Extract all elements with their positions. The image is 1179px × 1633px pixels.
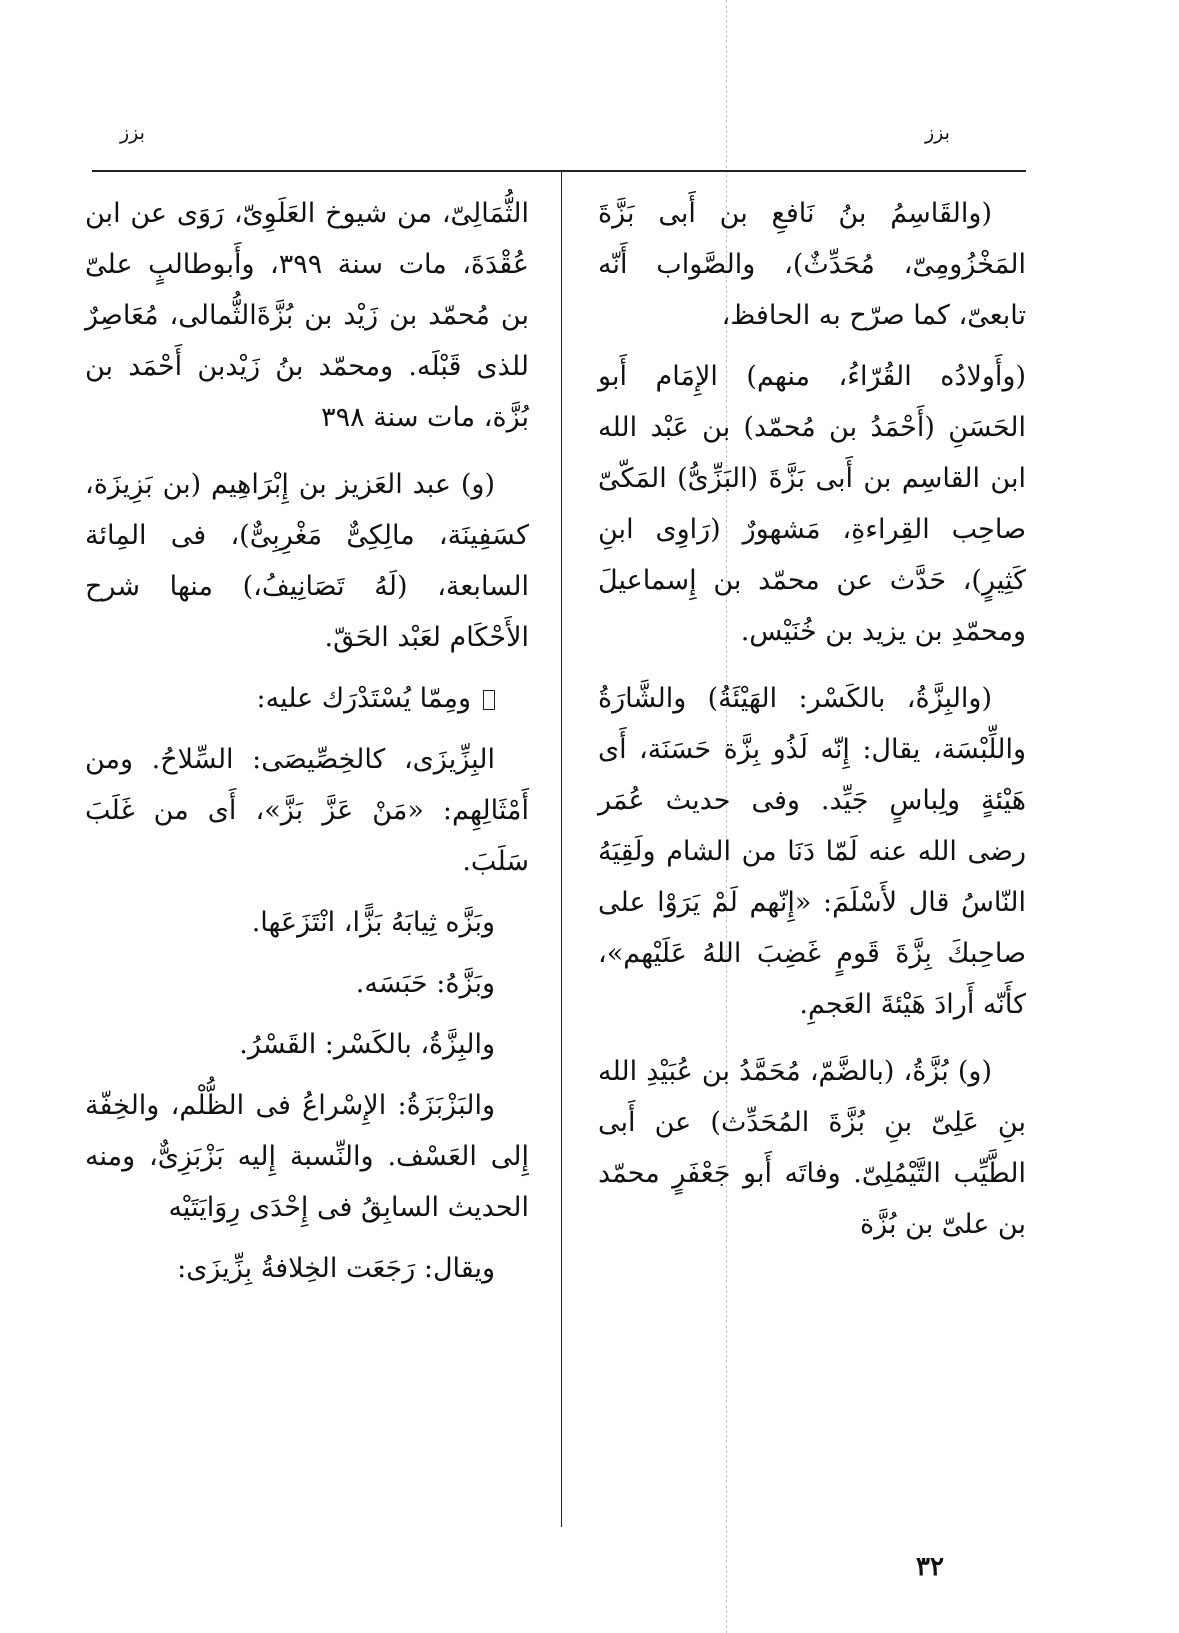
entry-thumali: الثُّمَالِىّ، من شيوخ العَلَوِىّ، رَوَى عن ابن عُقْدَةَ، مات سنة ٣٩٩، وأَبوطالبٍ علىّ بن مُحمّد بن زَيْد بن بُزَّةَالثُّمالى، مُعَاصِرٌ للذى قَبْلَه. ومحمّد بنُ زَيْدبن أَحْمَد بن بُزَّة، مات سنة ٣٩٨: [85, 198, 529, 433]
running-head-left: بزز: [120, 122, 145, 144]
entry-bazzahu-thiyabah: وبَزَّه ثِيابَهُ بَزًّا، انْتَزَعَها.: [251, 907, 495, 938]
entry-bizza-qasr: والبِزَّةُ، بالكَسْر: القَسْرُ.: [239, 1029, 495, 1060]
entry-bazzahu-habasah: وبَزَّهُ: حَبَسَه.: [355, 968, 495, 999]
header-rule: [92, 170, 1026, 172]
mustadrak-heading: ومِمّا يُسْتَدْرَك عليه:: [85, 673, 529, 724]
entry-bizzizā: البِزِّيزَى، كالخِصِّيصَى: السِّلاحُ. ومن أَمْثَالِهِم: «مَنْ عَزَّ بَزَّ»، أَى من غَلَبَ سَلَبَ.: [85, 744, 529, 877]
square-marker-icon: [483, 690, 495, 710]
entry-yuqal: ويقال: رَجَعَت الخِلافةُ بِزِّيزَى:: [177, 1253, 495, 1284]
entry-awladuh: (وأَولادُه القُرّاءُ، منهم) الإِمَام أَبو الحَسَنِ (أَحْمَدُ بن مُحمّد) بن عَبْد الله ابن القاسِم بن أَبى بَزَّةَ (البَزِّىُّ) المَكّىّ صاحِب القِراءةِ، مَشهورٌ (رَاوِى ابنِ كَثِيرٍ)، حَدَّث عن محمّد بن إِسماعيلَ ومحمّدِ بن يزيد بن خُنَيْس.: [598, 361, 1026, 647]
entry-qasim: (والقَاسِمُ بنُ نَافعِ بن أَبى بَزَّةَ المَخْزُومِىّ، مُحَدِّثٌ)، والصَّواب أَنّه تابعىّ، كما صرّح به الحافظ،: [598, 198, 1026, 331]
entry-buzza: (و) بُزَّةُ، (بالضَّمّ، مُحَمَّدُ بن عُبَيْدِ الله بنِ عَلِىّ بنِ بُزَّةَ المُحَدِّث) عن أَبى الطَّيِّب التَّيْمُلِىّ. وفاتَه أَبو جَعْفَرٍ محمّد بن علىّ بن بُزَّة: [598, 1056, 1026, 1240]
entry-bizza-hayah: (والبِزَّةُ، بالكَسْر: الهَيْئَةُ) والشَّارَةُ واللِّبْسَة، يقال: إِنّه لَذُو بِزَّة حَسَنَة، أَى هَيْئةٍ ولِباسٍ جَيِّد. وفى حديث عُمَر رضى الله عنه لَمّا دَنَا من الشام ولَقِيَهُ النّاسُ قال لأَسْلَمَ: «إِنّهم لَمْ يَرَوْا على صاحِبكَ بِزَّةَ قَومٍ غَضِبَ اللهُ عَلَيْهم»، كأَنّه أَرادَ هَيْئةَ العَجمِ.: [598, 683, 1026, 1020]
entry-abd-al-aziz: (و) عبد العَزيز بن إِبْرَاهِيم (بن بَزِيزَة، كسَفِينَة، مالِكِىٌّ مَغْرِبِىٌّ)، فى المِائة السابعة، (لَهُ تَصَانِيفُ،) منها شرح الأَحْكَام لعَبْد الحَقّ.: [85, 469, 529, 653]
column-divider: [561, 172, 562, 1527]
page-number: ٣٢: [916, 1552, 944, 1582]
right-column: [598, 188, 1026, 1260]
running-head-right: بزز: [925, 122, 950, 144]
left-column: [85, 188, 529, 1304]
entry-bazbaza: والبَزْبَزَةُ: الإِسْراعُ فى الظُّلْم، والخِفّة إِلى العَسْف. والنِّسبة إِليه بَزْبَزِىٌّ، ومنه الحديث السابِقُ فى إِحْدَى رِوَايَتَيْه: [85, 1090, 529, 1223]
